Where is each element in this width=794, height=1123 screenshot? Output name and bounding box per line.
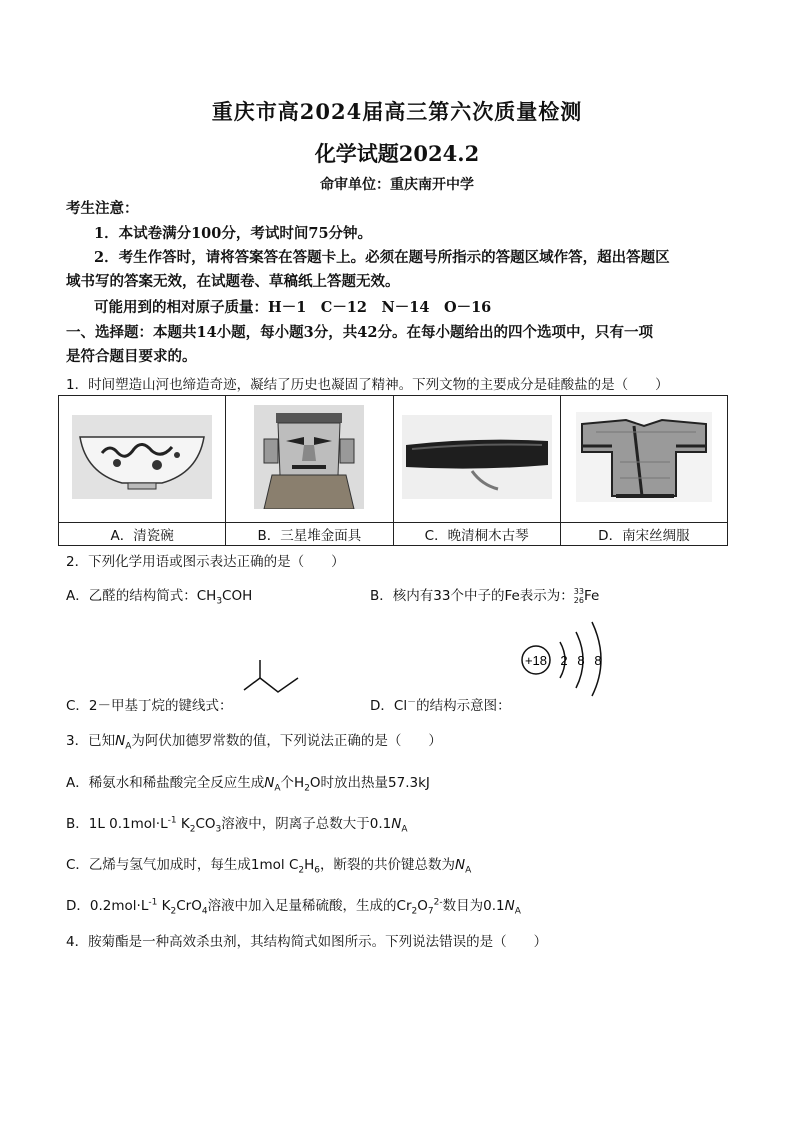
q1-option-a: A．清瓷碗	[59, 523, 226, 546]
q1-cell-a	[59, 396, 226, 523]
nucleus-charge: +18	[524, 653, 548, 668]
q2-option-b: B．核内有33个中子的Fe表示为：33 26Fe	[370, 587, 600, 605]
methylbutane-skeletal-formula	[240, 658, 304, 698]
q2-option-c: C．2－甲基丁烷的键线式：	[66, 698, 233, 714]
q3-option-b: B．1L $0.1mol\cdot L^{-1}$ $K_2CO_3$溶液中，阴离子总数大于$0.1N_A$	[66, 815, 408, 835]
q3-option-d: D．$0.2mol\cdot L^{-1}$ $K_2CrO_4$溶液中加入足量稀硫酸，生成的$Cr_2O_7^{2-}$数目为$0.1N_A$	[66, 897, 521, 917]
guqin-image	[402, 415, 552, 499]
exam-unit: 命审单位：重庆南开中学	[320, 177, 474, 193]
q2-option-a: A．乙醛的结构简式：$CH_3COH$	[66, 588, 253, 607]
q4-stem: 4．胺菊酯是一种高效杀虫剂，其结构简式如图所示。下列说法错误的是（ ）	[66, 934, 548, 950]
q3-option-a: A．稀氨水和稀盐酸完全反应生成$N_A$个$H_2O$时放出热量57.3kJ	[66, 775, 430, 794]
q1-cell-b	[226, 396, 393, 523]
notice-item-2a: 2．考生作答时，请将答案答在答题卡上。必须在题号所指示的答题区域作答，超出答题区	[94, 249, 670, 266]
q3-stem: 3．已知$N_A$为阿伏加德罗常数的值，下列说法正确的是（ ）	[66, 733, 442, 752]
q1-option-c: C．晚清桐木古琴	[393, 523, 560, 546]
exam-title: 重庆市高2024届高三第六次质量检测	[211, 99, 583, 124]
section1-line1: 一、选择题：本题共14小题，每小题3分，共42分。在每小题给出的四个选项中，只有一项	[66, 324, 653, 341]
q1-artifact-table	[58, 395, 728, 546]
q1-option-d: D．南宋丝绸服	[560, 523, 727, 546]
shell-1-electrons: 2	[560, 653, 568, 668]
q3-option-c: C．乙烯与氢气加成时，每生成1mol $C_2H_6$，断裂的共价键总数为$N_A$	[66, 857, 472, 876]
porcelain-bowl-image	[72, 415, 212, 499]
atomic-mass-line: 可能用到的相对原子质量：H－1 C－12 N－14 O－16	[94, 299, 492, 316]
silk-garment-image	[576, 412, 712, 502]
notice-item-2b: 域书写的答案无效，在试题卷、草稿纸上答题无效。	[66, 273, 400, 290]
q2-stem: 2．下列化学用语或图示表达正确的是（ ）	[66, 554, 345, 570]
q2-option-d: D．Cl－的结构示意图：	[370, 697, 511, 714]
q1-cell-c	[393, 396, 560, 523]
nuclide-notation: 33 26	[573, 587, 584, 605]
shell-2-electrons: 8	[577, 653, 585, 668]
gold-mask-image	[254, 405, 364, 509]
exam-subtitle: 化学试题2024.2	[314, 141, 480, 166]
shell-3-electrons: 8	[594, 653, 602, 668]
q1-option-b: B．三星堆金面具	[226, 523, 393, 546]
q1-stem: 1．时间塑造山河也缔造奇迹，凝结了历史也凝固了精神。下列文物的主要成分是硅酸盐的是（ ）	[66, 377, 669, 393]
q1-cell-d	[560, 396, 727, 523]
chloride-ion-structure-diagram	[512, 618, 616, 698]
section1-line2: 是符合题目要求的。	[66, 348, 197, 365]
notice-item-1: 1．本试卷满分100分，考试时间75分钟。	[94, 225, 373, 242]
notice-heading: 考生注意：	[66, 200, 139, 217]
